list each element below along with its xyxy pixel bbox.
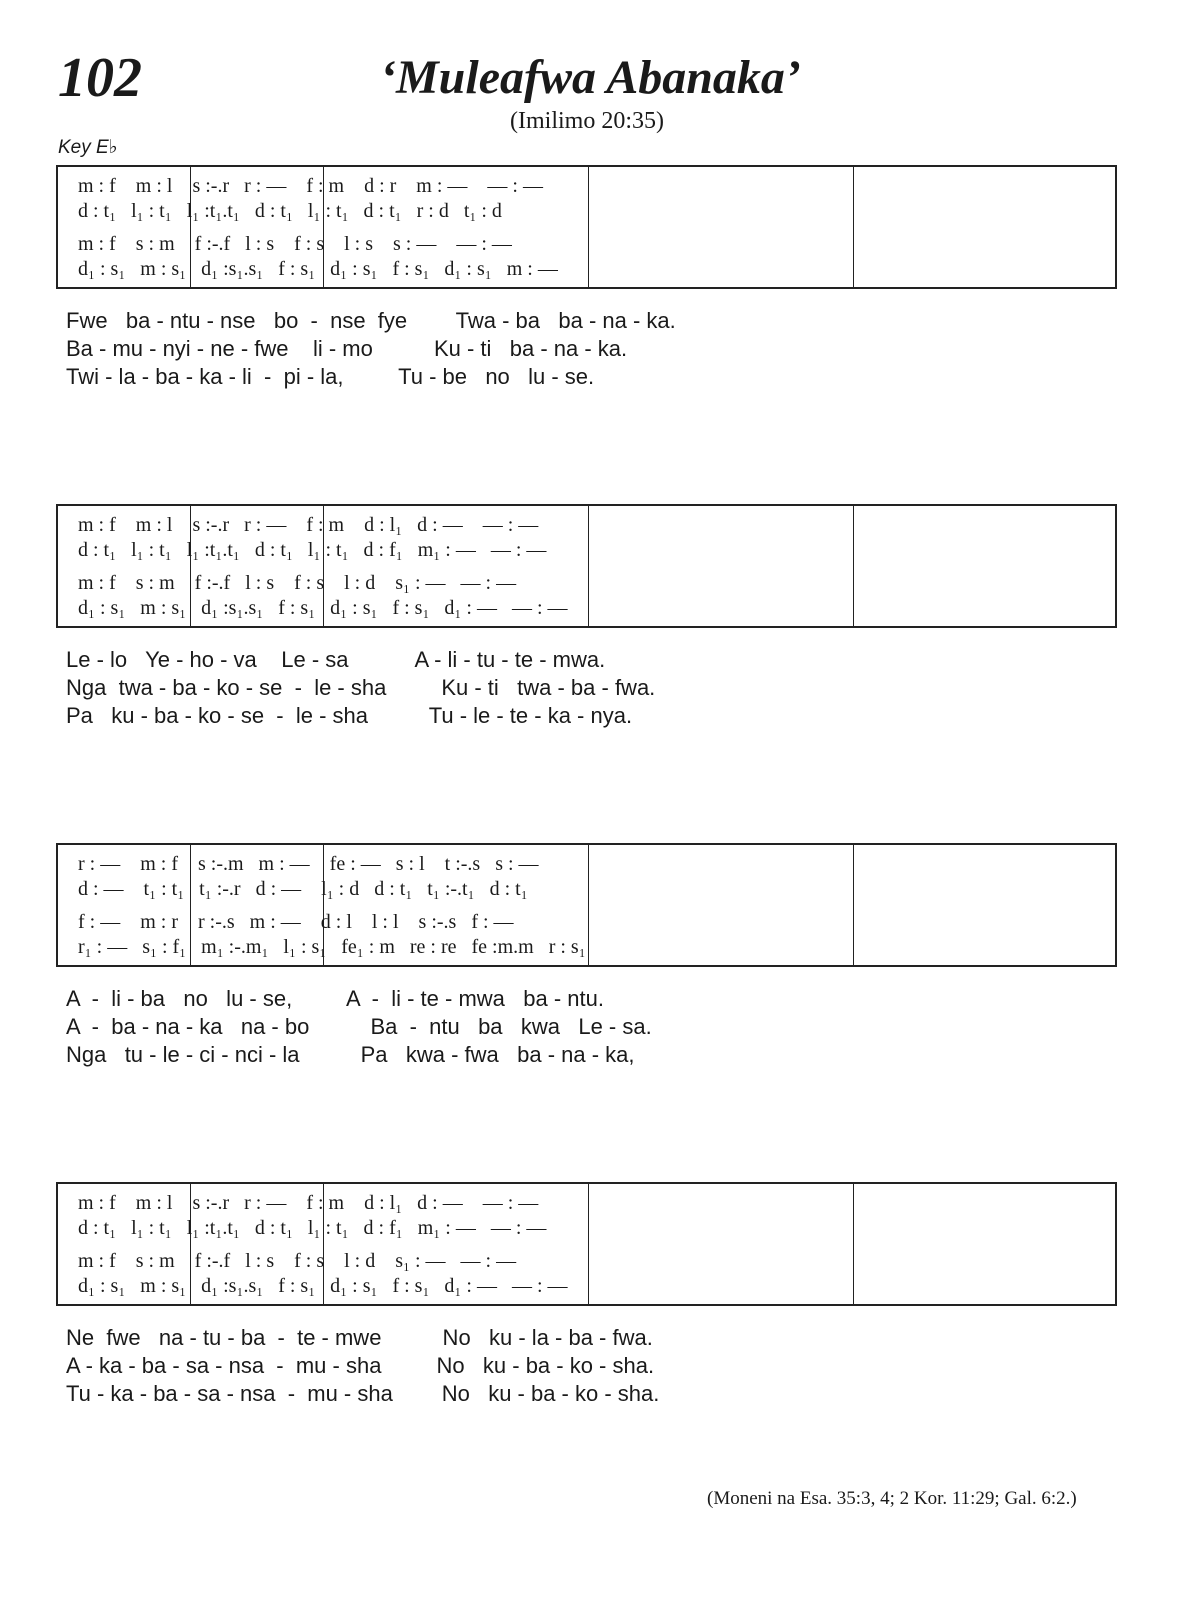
music-system bbox=[56, 1182, 1117, 1306]
hymn-title: ‘Muleafwa Abanaka’ bbox=[380, 51, 801, 104]
tenor-line: m : f s : m f :-.f l : s f : s l : s s : — — : — bbox=[78, 233, 512, 255]
bass-line: d₁ : s₁ m : s₁ d₁ :s₁.s₁ f : s₁ d₁ : s₁ f : s₁ d₁ : — — : — bbox=[78, 1275, 568, 1297]
lyric-verse-1: Le - lo Ye - ho - va Le - sa A - li - tu - te - mwa. bbox=[66, 647, 606, 672]
music-system bbox=[56, 504, 1117, 628]
lyric-verse-3: Twi - la - ba - ka - li - pi - la, Tu - be no lu - se. bbox=[66, 364, 595, 389]
lyric-verse-2: Nga twa - ba - ko - se - le - sha Ku - ti twa - ba - fwa. bbox=[66, 675, 656, 700]
bass-line: d₁ : s₁ m : s₁ d₁ :s₁.s₁ f : s₁ d₁ : s₁ f : s₁ d₁ : — — : — bbox=[78, 597, 568, 619]
alto-line: d : t₁ l₁ : t₁ l₁ :t₁.t₁ d : t₁ l₁ : t₁ d : t₁ r : d t₁ : d bbox=[78, 200, 502, 222]
hymn-number: 102 bbox=[58, 47, 142, 109]
alto-line: d : — t₁ : t₁ t₁ :-.r d : — l₁ : d d : t₁ t₁ :-.t₁ d : t₁ bbox=[78, 878, 528, 900]
lyric-verse-3: Tu - ka - ba - sa - nsa - mu - sha No ku - ba - ko - sha. bbox=[66, 1381, 660, 1406]
scripture-reference: (Imilimo 20:35) bbox=[510, 108, 664, 134]
soprano-line: m : f m : l s :-.r r : — f : m d : l₁ d : — — : — bbox=[78, 514, 539, 536]
music-system bbox=[56, 843, 1117, 967]
music-system bbox=[56, 165, 1117, 289]
soprano-line: r : — m : f s :-.m m : — fe : — s : l t :-.s s : — bbox=[78, 853, 539, 875]
bass-line: d₁ : s₁ m : s₁ d₁ :s₁.s₁ f : s₁ d₁ : s₁ f : s₁ d₁ : s₁ m : — bbox=[78, 258, 558, 280]
lyric-verse-2: Ba - mu - nyi - ne - fwe li - mo Ku - ti ba - na - ka. bbox=[66, 336, 628, 361]
soprano-line: m : f m : l s :-.r r : — f : m d : r m : — — : — bbox=[78, 175, 543, 197]
alto-line: d : t₁ l₁ : t₁ l₁ :t₁.t₁ d : t₁ l₁ : t₁ d : f₁ m₁ : — — : — bbox=[78, 1217, 547, 1239]
bass-line: r₁ : — s₁ : f₁ m₁ :-.m₁ l₁ : s₁ fe₁ : m re : re fe :m.m r : s₁ bbox=[78, 936, 586, 958]
tenor-line: m : f s : m f :-.f l : s f : s l : d s₁ : — — : — bbox=[78, 1250, 517, 1272]
scripture-footnote: (Moneni na Esa. 35:3, 4; 2 Kor. 11:29; Gal. 6:2.) bbox=[707, 1488, 1077, 1509]
alto-line: d : t₁ l₁ : t₁ l₁ :t₁.t₁ d : t₁ l₁ : t₁ d : f₁ m₁ : — — : — bbox=[78, 539, 547, 561]
tenor-line: f : — m : r r :-.s m : — d : l l : l s :-.s f : — bbox=[78, 911, 514, 933]
lyric-verse-1: A - li - ba no lu - se, A - li - te - mwa ba - ntu. bbox=[66, 986, 604, 1011]
lyric-verse-3: Pa ku - ba - ko - se - le - sha Tu - le - te - ka - nya. bbox=[66, 703, 633, 728]
lyric-verse-1: Fwe ba - ntu - nse bo - nse fye Twa - ba ba - na - ka. bbox=[66, 308, 676, 333]
tenor-line: m : f s : m f :-.f l : s f : s l : d s₁ : — — : — bbox=[78, 572, 517, 594]
key-signature: Key E♭ bbox=[58, 137, 118, 158]
lyric-verse-2: A - ba - na - ka na - bo Ba - ntu ba kwa Le - sa. bbox=[66, 1014, 652, 1039]
soprano-line: m : f m : l s :-.r r : — f : m d : l₁ d : — — : — bbox=[78, 1192, 539, 1214]
lyric-verse-1: Ne fwe na - tu - ba - te - mwe No ku - la - ba - fwa. bbox=[66, 1325, 653, 1350]
lyric-verse-2: A - ka - ba - sa - nsa - mu - sha No ku - ba - ko - sha. bbox=[66, 1353, 655, 1378]
lyric-verse-3: Nga tu - le - ci - nci - la Pa kwa - fwa ba - na - ka, bbox=[66, 1042, 635, 1067]
